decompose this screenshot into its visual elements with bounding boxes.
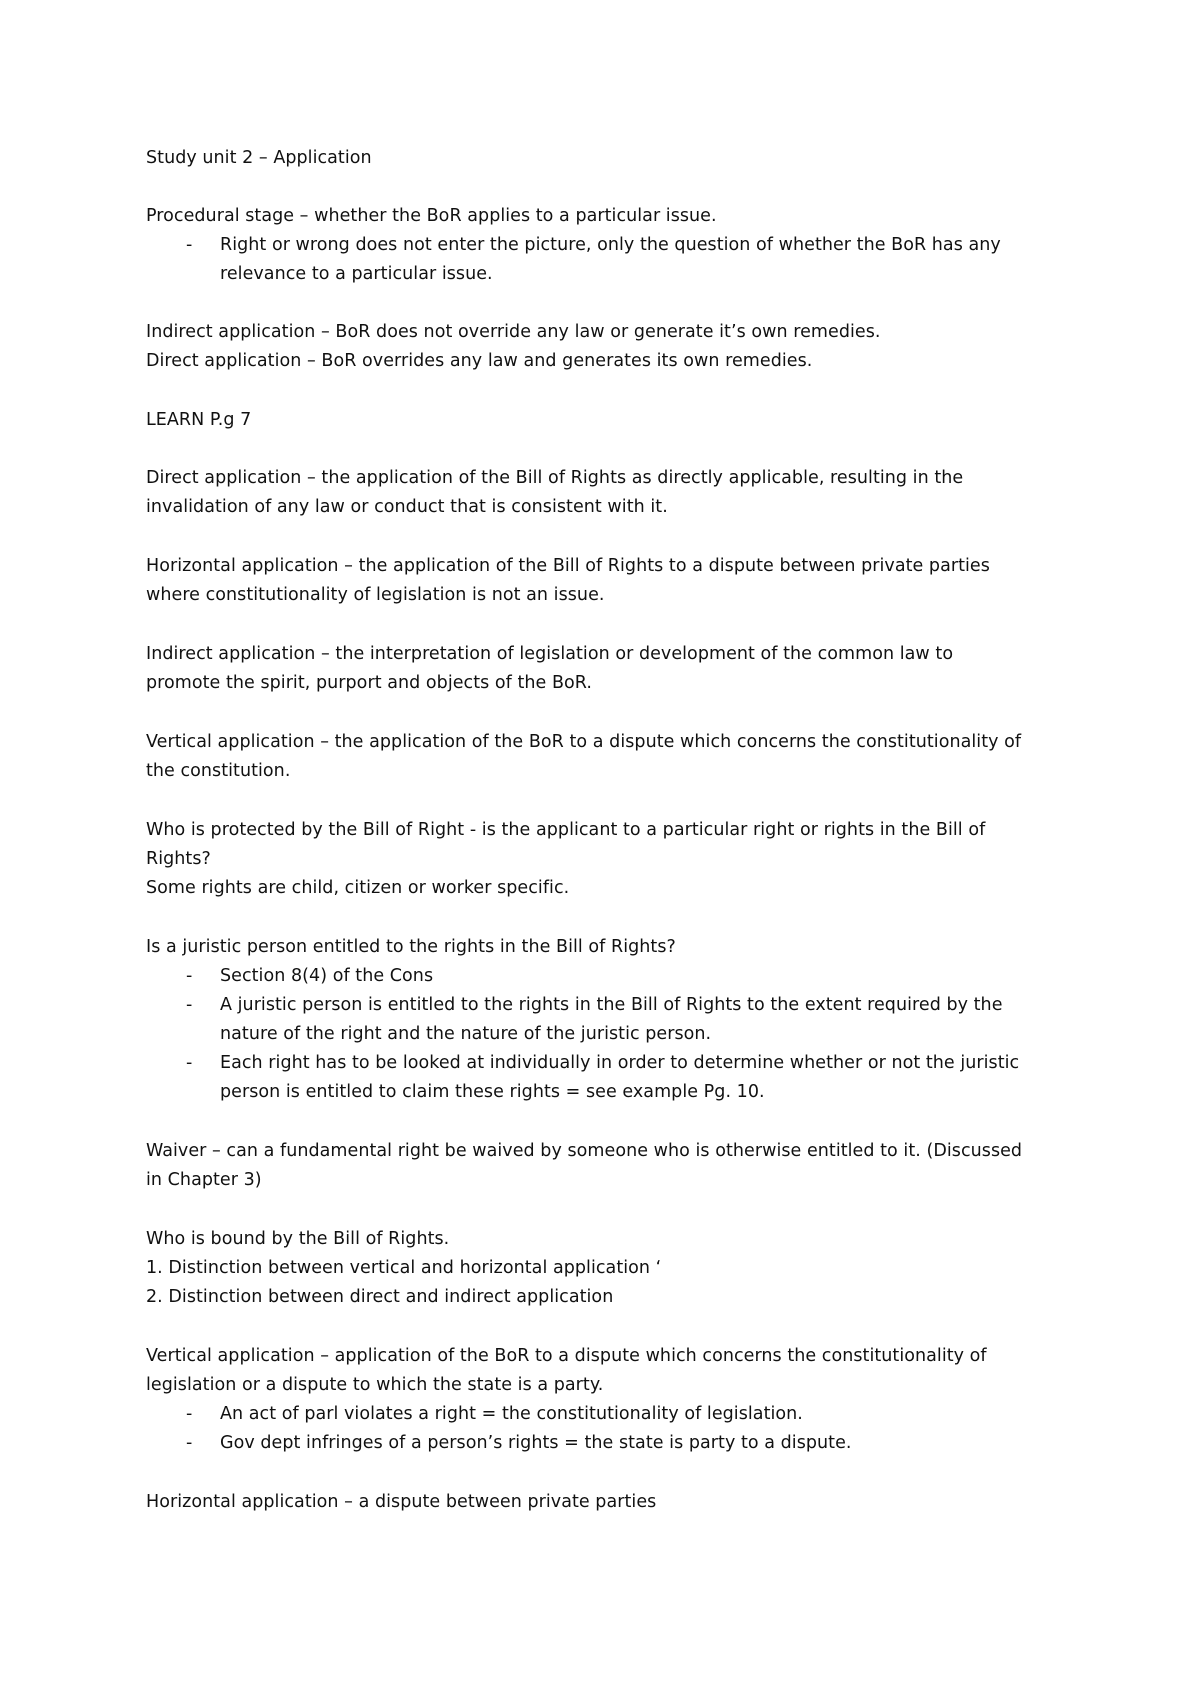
bullet-dash: -: [186, 235, 193, 255]
bullet-dash: -: [186, 1053, 193, 1073]
direct-short: Direct application – BoR overrides any law and generates its own remedies.: [146, 351, 813, 371]
bullet-dash: -: [186, 966, 193, 986]
waiver-line-1: Waiver – can a fundamental right be waived by someone who is otherwise entitled to it. (Discussed: [146, 1141, 1023, 1161]
horizontal-app: Horizontal application – a dispute between private parties: [146, 1492, 657, 1512]
bound-item-2: 2. Distinction between direct and indirect application: [146, 1287, 614, 1307]
learn-note: LEARN P.g 7: [146, 410, 252, 430]
procedural-bullet-line-2: relevance to a particular issue.: [220, 264, 493, 284]
vertical-app-bullet-2: Gov dept infringes of a person’s rights = the state is party to a dispute.: [220, 1433, 852, 1453]
vertical-def-line-1: Vertical application – the application of the BoR to a dispute which concerns the constitutionality of: [146, 732, 1022, 752]
bullet-dash: -: [186, 1404, 193, 1424]
juristic-bullet-1: Section 8(4) of the Cons: [220, 966, 434, 986]
vertical-app-bullet-1: An act of parl violates a right = the constitutionality of legislation.: [220, 1404, 803, 1424]
document-title: Study unit 2 – Application: [146, 148, 372, 168]
indirect-def-line-2: promote the spirit, purport and objects of the BoR.: [146, 673, 592, 693]
protected-line-1: Who is protected by the Bill of Right - is the applicant to a particular right or rights in the Bill of: [146, 820, 986, 840]
horizontal-def-line-2: where constitutionality of legislation is not an issue.: [146, 585, 605, 605]
juristic-bullet-2-line-2: nature of the right and the nature of the juristic person.: [220, 1024, 712, 1044]
direct-def-line-1: Direct application – the application of the Bill of Rights as directly applicable, resulting in the: [146, 468, 964, 488]
vertical-app-line-1: Vertical application – application of the BoR to a dispute which concerns the constitutionality of: [146, 1346, 987, 1366]
vertical-def-line-2: the constitution.: [146, 761, 291, 781]
indirect-short: Indirect application – BoR does not override any law or generate it’s own remedies.: [146, 322, 881, 342]
horizontal-def-line-1: Horizontal application – the application of the Bill of Rights to a dispute between private parties: [146, 556, 990, 576]
waiver-line-2: in Chapter 3): [146, 1170, 262, 1190]
juristic-bullet-3-line-2: person is entitled to claim these rights = see example Pg. 10.: [220, 1082, 765, 1102]
protected-line-2: Rights?: [146, 849, 211, 869]
procedural-bullet-line-1: Right or wrong does not enter the picture, only the question of whether the BoR has any: [220, 235, 1001, 255]
bullet-dash: -: [186, 1433, 193, 1453]
juristic-bullet-3-line-1: Each right has to be looked at individually in order to determine whether or not the juristic: [220, 1053, 1020, 1073]
bound-heading: Who is bound by the Bill of Rights.: [146, 1229, 450, 1249]
procedural-heading: Procedural stage – whether the BoR applies to a particular issue.: [146, 206, 717, 226]
direct-def-line-2: invalidation of any law or conduct that is consistent with it.: [146, 497, 668, 517]
bound-item-1: 1. Distinction between vertical and horizontal application ‘: [146, 1258, 662, 1278]
juristic-bullet-2-line-1: A juristic person is entitled to the rights in the Bill of Rights to the extent required by the: [220, 995, 1003, 1015]
protected-line-3: Some rights are child, citizen or worker specific.: [146, 878, 570, 898]
indirect-def-line-1: Indirect application – the interpretation of legislation or development of the common law to: [146, 644, 954, 664]
juristic-heading: Is a juristic person entitled to the rights in the Bill of Rights?: [146, 937, 676, 957]
bullet-dash: -: [186, 995, 193, 1015]
vertical-app-line-2: legislation or a dispute to which the state is a party.: [146, 1375, 604, 1395]
